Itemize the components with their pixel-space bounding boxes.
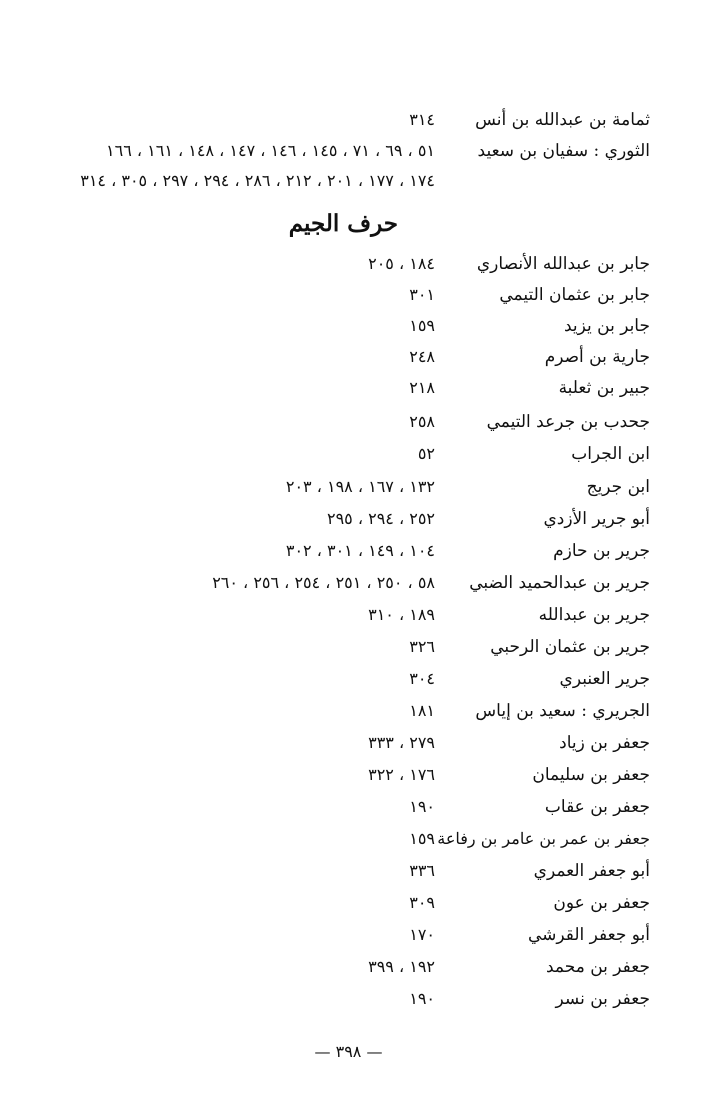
entry-pages: ١٩٠ (409, 989, 435, 1008)
index-entry (40, 761, 650, 789)
entry-pages: ٢١٨ (409, 378, 435, 397)
section-heading: حرف الجيم (288, 210, 398, 237)
index-entry (40, 665, 650, 693)
index-entry (40, 137, 650, 165)
index-entry (40, 106, 650, 134)
entry-pages: ٣٠١ (409, 285, 435, 304)
index-entry (40, 921, 650, 949)
index-entry (40, 281, 650, 309)
index-entry (40, 473, 650, 501)
index-entry (40, 250, 650, 278)
entry-name: جرير بن حازم (553, 541, 650, 561)
entry-name: جحدب بن جرعد التيمي (486, 412, 650, 432)
entry-name: أبو جعفر القرشي (527, 925, 650, 945)
index-entry (40, 601, 650, 629)
entry-name: جعفر بن عون (553, 893, 650, 913)
entry-name: جارية بن أصرم (544, 347, 650, 367)
entry-pages: ١٣٢ ، ١٦٧ ، ١٩٨ ، ٢٠٣ (285, 477, 435, 496)
entry-name: جرير العنبري (559, 669, 650, 689)
index-entry (40, 953, 650, 981)
entry-pages: ٥٢ (417, 444, 435, 463)
entry-pages: ٢٤٨ (409, 347, 435, 366)
entry-pages: ٥٨ ، ٢٥٠ ، ٢٥١ ، ٢٥٤ ، ٢٥٦ ، ٢٦٠ (212, 573, 435, 592)
entry-name: ثمامة بن عبدالله بن أنس (475, 110, 650, 130)
index-entry (40, 343, 650, 371)
entry-pages: ٢٥٨ (409, 412, 435, 431)
entry-name: جعفر بن سليمان (532, 765, 650, 785)
index-entry (40, 633, 650, 661)
entry-pages: ١٥٩ (409, 316, 435, 335)
entry-pages: ١٥٩ (409, 829, 435, 848)
index-entry (40, 985, 650, 1013)
entry-name: أبو جعفر العمري (533, 861, 650, 881)
entry-name: الثوري : سفيان بن سعيد (477, 141, 650, 161)
index-entry (40, 825, 650, 853)
index-entry (40, 312, 650, 340)
entry-pages: ١٧٤ ، ١٧٧ ، ٢٠١ ، ٢١٢ ، ٢٨٦ ، ٢٩٤ ، ٢٩٧ ، ٣٠٥ ، ٣١٤ (80, 171, 435, 190)
entry-pages: ١٨١ (409, 701, 435, 720)
entry-name: جابر بن عثمان التيمي (499, 285, 650, 305)
entry-name: ابن جريج (586, 477, 650, 497)
entry-name: جابر بن يزيد (563, 316, 650, 336)
entry-name: جرير بن عبدالله (538, 605, 650, 625)
index-entry (40, 374, 650, 402)
entry-pages: ١٧٠ (409, 925, 435, 944)
index-entry (40, 889, 650, 917)
entry-name: جرير بن عثمان الرحبي (490, 637, 650, 657)
entry-pages: ٣٣٦ (409, 861, 435, 880)
entry-pages: ٣٠٩ (409, 893, 435, 912)
entry-name: جبير بن ثعلبة (558, 378, 650, 398)
index-entry (40, 697, 650, 725)
entry-name: جابر بن عبدالله الأنصاري (476, 254, 650, 274)
entry-pages: ٣٢٦ (409, 637, 435, 656)
index-entry (40, 569, 650, 597)
index-entry (40, 857, 650, 885)
entry-pages: ١٧٦ ، ٣٢٢ (368, 765, 435, 784)
entry-name: جعفر بن عمر بن عامر بن رفاعة (437, 829, 650, 848)
entry-pages: ١٨٩ ، ٣١٠ (368, 605, 435, 624)
index-entry (40, 408, 650, 436)
index-entry (40, 537, 650, 565)
entry-name: جعفر بن نسر (555, 989, 650, 1009)
index-entry (40, 505, 650, 533)
entry-pages: ٥١ ، ٦٩ ، ٧١ ، ١٤٥ ، ١٤٦ ، ١٤٧ ، ١٤٨ ، ١٦١ ، ١٦٦ (106, 141, 435, 160)
index-entry (40, 793, 650, 821)
entry-pages: ١٨٤ ، ٢٠٥ (368, 254, 435, 273)
entry-name: ابن الجراب (571, 444, 650, 464)
entry-name: جعفر بن زياد (559, 733, 650, 753)
entry-name: الجريري : سعيد بن إياس (475, 701, 650, 721)
entry-pages: ١٠٤ ، ١٤٩ ، ٣٠١ ، ٣٠٢ (285, 541, 435, 560)
index-entry (40, 440, 650, 468)
entry-pages: ١٩٠ (409, 797, 435, 816)
entry-pages: ٢٥٢ ، ٢٩٤ ، ٢٩٥ (326, 509, 435, 528)
page-number: — ٣٩٨ — (314, 1042, 383, 1061)
entry-pages: ٣١٤ (409, 110, 435, 129)
entry-name: أبو جرير الأزدي (543, 509, 650, 529)
entry-name: جعفر بن عقاب (544, 797, 650, 817)
entry-name: جرير بن عبدالحميد الضبي (469, 573, 650, 593)
entry-name: جعفر بن محمد (545, 957, 650, 977)
entry-pages: ١٩٢ ، ٣٩٩ (368, 957, 435, 976)
index-entry-continuation (40, 167, 650, 195)
entry-pages: ٣٠٤ (409, 669, 435, 688)
index-entry (40, 729, 650, 757)
entry-pages: ٢٧٩ ، ٣٣٣ (368, 733, 435, 752)
